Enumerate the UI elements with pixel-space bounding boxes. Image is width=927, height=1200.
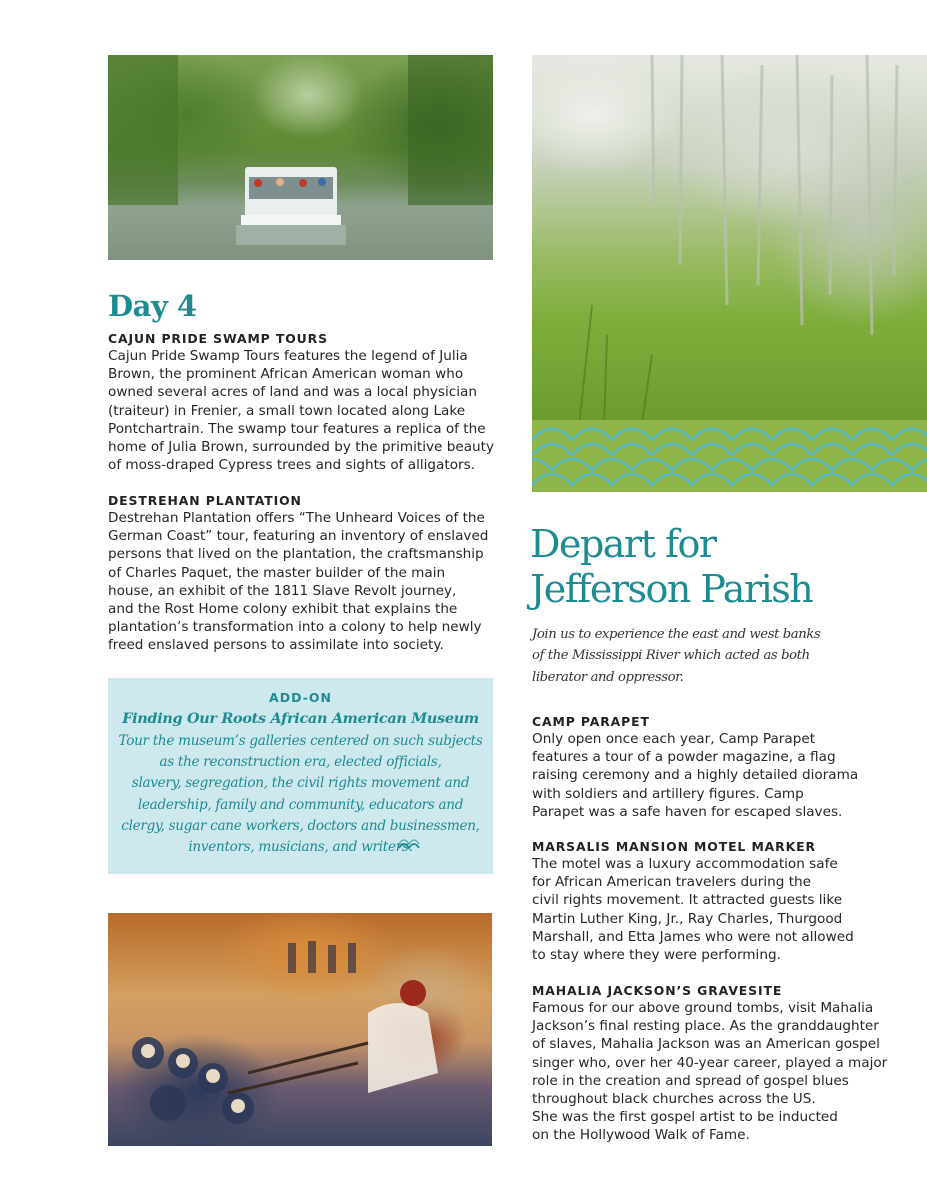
section-heading-camp-parapet: CAMP PARAPET — [532, 714, 650, 729]
text-line: house, an exhibit of the 1811 Slave Revolt journey, — [108, 582, 457, 599]
text-line: civil rights movement. It attracted guests like — [532, 892, 843, 909]
addon-label: ADD-ON — [269, 690, 332, 705]
text-line: Destrehan Plantation offers “The Unheard Voices of the — [108, 510, 485, 526]
text-line: of moss-draped Cypress trees and sights of alligators. — [108, 457, 476, 474]
addon-description: Tour the museum’s galleries centered on such subjects as the reconstruction era, elected officials, slavery, segregation, the civil rights movement and leadership, family and community, educators and clergy, sugar cane workers, doctors and businessmen, inventors, musicians, and writers. — [118, 733, 483, 856]
text-line: throughout black churches across the US. — [532, 1091, 816, 1108]
slave-revolt-painting — [108, 913, 492, 1146]
text-line: Pontchartrain. The swamp tour features a replica of the — [108, 420, 486, 437]
text-line: of Charles Paquet, the master builder of the main — [108, 564, 446, 581]
text-line: role in the creation and spread of gospel blues — [532, 1072, 849, 1089]
text-line: Brown, the prominent African American woman who — [108, 366, 464, 383]
text-line: persons that lived on the plantation, the craftsmanship — [108, 546, 484, 563]
section-heading-destrehan: DESTREHAN PLANTATION — [108, 493, 302, 508]
text-line: Marshall, and Etta James who were not allowed — [532, 928, 854, 945]
addon-title: Finding Our Roots African American Museum — [122, 710, 479, 727]
text-line: with soldiers and artillery figures. Camp — [532, 785, 804, 802]
day-heading: Day 4 — [108, 289, 197, 323]
section-heading-mahalia: MAHALIA JACKSON’S GRAVESITE — [532, 983, 783, 998]
text-line: Only open once each year, Camp Parapet — [532, 731, 816, 747]
text-line: plantation’s transformation into a colony to help newly — [108, 619, 482, 636]
text-line: owned several acres of land and was a local physician — [108, 384, 477, 401]
text-line: for African American travelers during the — [532, 874, 812, 891]
text-line: features a tour of a powder magazine, a flag — [532, 749, 836, 766]
text-line: (traiteur) in Frenier, a small town located along Lake — [108, 402, 466, 419]
depart-title: Depart for Jefferson Parish — [530, 522, 813, 611]
paragraph-cajun — [108, 347, 494, 474]
text-line: raising ceremony and a highly detailed diorama — [532, 767, 859, 784]
depart-intro: Join us to experience the east and west banks of the Mississippi River which acted as both liberator and oppressor. — [532, 627, 821, 685]
text-line: She was the first gospel artist to be inducted — [532, 1109, 838, 1126]
section-heading-marsalis: MARSALIS MANSION MOTEL MARKER — [532, 839, 816, 854]
swamp-boat-photo — [108, 55, 493, 260]
text-line: on the Hollywood Walk of Fame. — [532, 1127, 750, 1144]
text-line: home of Julia Brown, surrounded by the primitive beauty — [108, 439, 495, 456]
spanish-moss-trees-photo — [532, 55, 927, 492]
text-line: Jackson’s final resting place. As the granddaughter — [532, 1018, 879, 1035]
addon-box — [108, 678, 493, 874]
text-line: freed enslaved persons to assimilate into society. — [108, 637, 444, 654]
wave-ornament-icon — [397, 839, 423, 853]
text-line: of slaves, Mahalia Jackson was an American gospel — [532, 1036, 880, 1053]
text-line: Famous for our above ground tombs, visit Mahalia — [532, 1000, 874, 1016]
text-line: and the Rost Home colony exhibit that explains the — [108, 601, 458, 618]
text-line: The motel was a luxury accommodation safe — [532, 856, 838, 872]
text-line: Parapet was a safe haven for escaped slaves. — [532, 803, 843, 820]
paragraph-destrehan — [108, 509, 488, 655]
paragraph-mahalia — [532, 999, 887, 1145]
text-line: to stay where they were performing. — [532, 947, 781, 964]
text-line: Cajun Pride Swamp Tours features the legend of Julia — [108, 348, 468, 364]
text-line: Martin Luther King, Jr., Ray Charles, Thurgood — [532, 910, 843, 927]
paragraph-camp-parapet — [532, 730, 858, 821]
text-line: German Coast” tour, featuring an inventory of enslaved — [108, 528, 489, 545]
text-line: singer who, over her 40-year career, played a major — [532, 1054, 888, 1071]
section-heading-cajun: CAJUN PRIDE SWAMP TOURS — [108, 331, 328, 346]
paragraph-marsalis — [532, 855, 854, 964]
